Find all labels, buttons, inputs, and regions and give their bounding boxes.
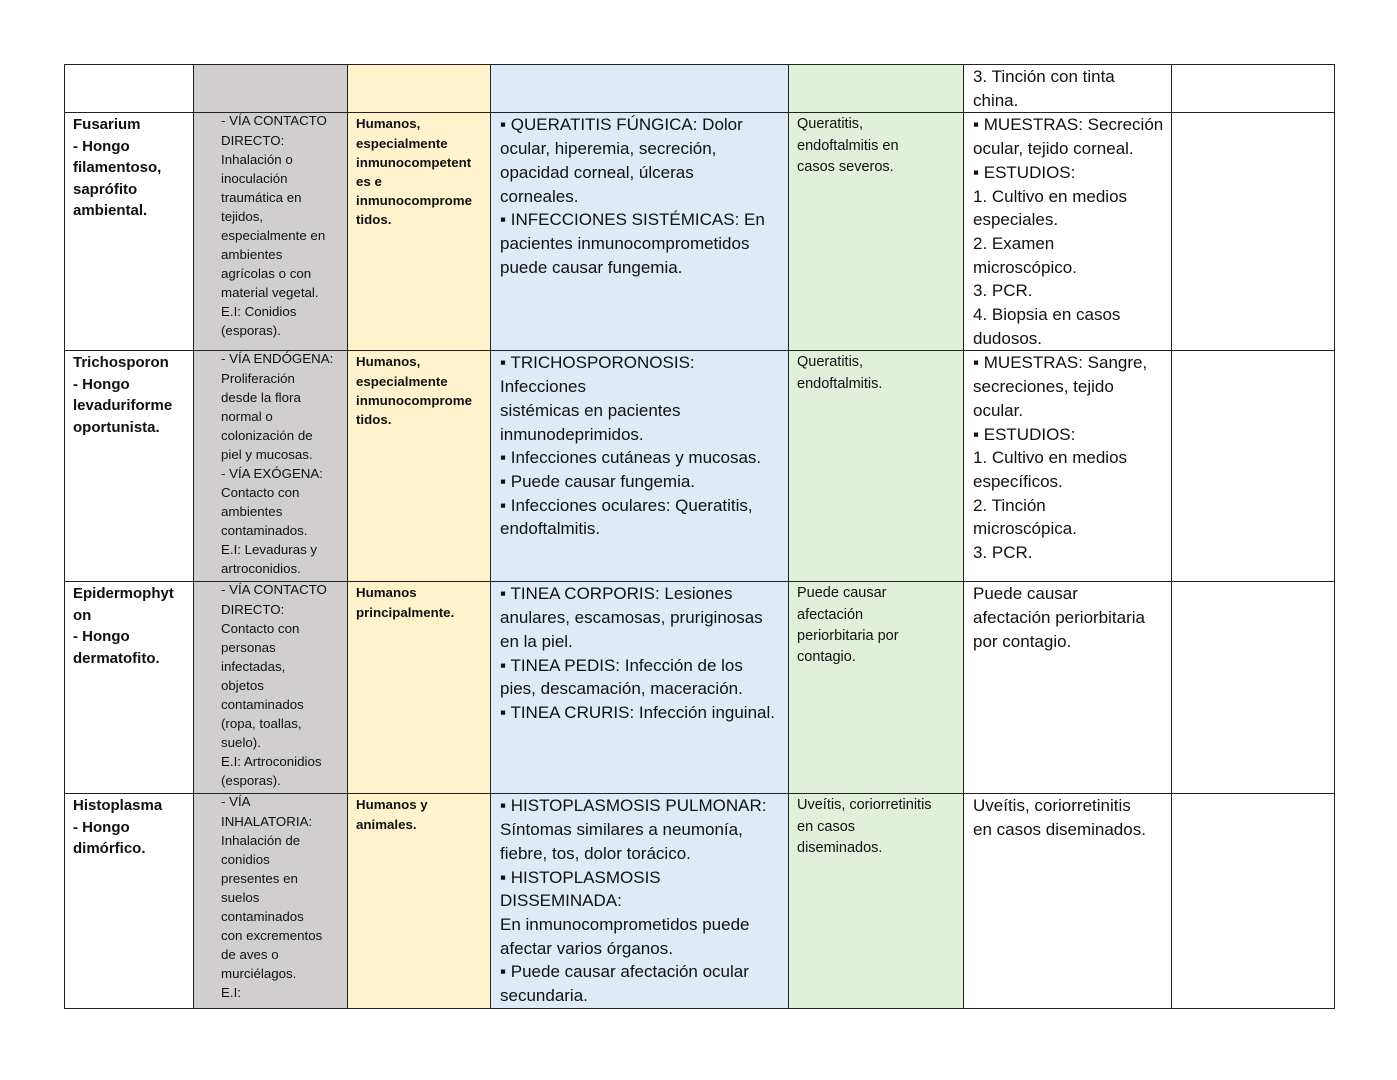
ocular-text xyxy=(789,65,963,66)
clinical-cell xyxy=(491,65,789,113)
clinical-text: ▪ QUERATITIS FÚNGICA: Dolor ocular, hiperemia, secreción, opacidad corneal, úlceras corneales. ▪ INFECCIONES SISTÉMICAS: En pacientes inmunocomprometidos puede causar fungemia. xyxy=(500,115,765,277)
organism-cell xyxy=(65,794,194,1008)
diagnosis-cell xyxy=(964,65,1172,113)
diagnosis-text: ▪ MUESTRAS: Sangre, secreciones, tejido ocular. ▪ ESTUDIOS: 1. Cultivo en medios específicos. 2. Tinción microscópica. 3. PCR. xyxy=(973,353,1148,563)
ocular-text: Uveítis, coriorretinitis en casos diseminados. xyxy=(797,797,932,857)
extra-cell xyxy=(1172,65,1335,113)
host-text: Humanos, especialmente inmunocompetent es e inmunocomprome tidos. xyxy=(356,116,472,228)
transmission-cell xyxy=(194,794,348,1008)
diagnosis-text: ▪ MUESTRAS: Secreción ocular, tejido corneal. ▪ ESTUDIOS: 1. Cultivo en medios especiales. 2. Examen microscópico. 3. PCR. 4. Biopsia en casos dudosos. xyxy=(973,115,1164,348)
clinical-text: ▪ TINEA CORPORIS: Lesiones anulares, escamosas, pruriginosas en la piel. ▪ TINEA PEDIS: Infección de los pies, descamación, maceración. ▪ TINEA CRURIS: Infección inguinal. xyxy=(500,584,775,722)
diagnosis-cell xyxy=(964,351,1172,582)
extra-cell xyxy=(1172,794,1335,1008)
ocular-cell xyxy=(789,794,964,1008)
host-cell xyxy=(348,582,491,794)
ocular-cell xyxy=(789,113,964,351)
ocular-text: Puede causar afectación periorbitaria por contagio. xyxy=(797,585,899,666)
organism-cell xyxy=(65,65,194,113)
table-row xyxy=(65,113,1335,351)
clinical-text: ▪ TRICHOSPORONOSIS: Infecciones sistémicas en pacientes inmunodeprimidos. ▪ Infecciones cutáneas y mucosas. ▪ Puede causar fungemia. ▪ Infecciones oculares: Queratitis, endoftalmitis. xyxy=(500,353,762,539)
organism-cell xyxy=(65,351,194,582)
organism-text: Epidermophyt on - Hongo dermatofito. xyxy=(73,585,174,667)
fungi-table xyxy=(64,64,1335,1009)
organism-text: Trichosporon - Hongo levaduriforme oportunista. xyxy=(73,354,173,436)
transmission-text: - VÍA CONTACTO DIRECTO: Inhalación o inoculación traumática en tejidos, especialmente en ambientes agrícolas o con material vegetal. E.I: Conidios (esporas). xyxy=(221,113,327,339)
diagnosis-cell xyxy=(964,113,1172,351)
extra-cell xyxy=(1172,113,1335,351)
organism-cell xyxy=(65,113,194,351)
table-row xyxy=(65,794,1335,1008)
table-row xyxy=(65,65,1335,113)
diagnosis-text: Puede causar afectación periorbitaria por contagio. xyxy=(973,584,1145,651)
extra-cell xyxy=(1172,351,1335,582)
host-cell xyxy=(348,113,491,351)
host-text: Humanos principalmente. xyxy=(356,585,455,620)
host-cell xyxy=(348,65,491,113)
diagnosis-cell xyxy=(964,582,1172,794)
transmission-text: - VÍA INHALATORIA: Inhalación de conidios presentes en suelos contaminados con excrementos de aves o murciélagos. E.I: xyxy=(221,794,323,1001)
host-cell xyxy=(348,794,491,1008)
host-cell xyxy=(348,351,491,582)
organism-cell xyxy=(65,582,194,794)
diagnosis-cell xyxy=(964,794,1172,1008)
ocular-cell xyxy=(789,351,964,582)
transmission-text: - VÍA CONTACTO DIRECTO: Contacto con personas infectadas, objetos contaminados (ropa, toallas, suelo). E.I: Artroconidios (esporas). xyxy=(221,582,327,789)
transmission-cell xyxy=(194,113,348,351)
ocular-cell xyxy=(789,582,964,794)
host-text: Humanos y animales. xyxy=(356,797,428,832)
host-text: Humanos, especialmente inmunocomprome tidos. xyxy=(356,354,472,428)
organism-text: Fusarium - Hongo filamentoso, saprófito ambiental. xyxy=(73,116,162,220)
ocular-cell xyxy=(789,65,964,113)
clinical-cell xyxy=(491,113,789,351)
clinical-cell xyxy=(491,582,789,794)
host-text xyxy=(348,65,490,66)
transmission-cell xyxy=(194,351,348,582)
table-row xyxy=(65,582,1335,794)
clinical-text: ▪ HISTOPLASMOSIS PULMONAR: Síntomas similares a neumonía, fiebre, tos, dolor torácico. ▪ HISTOPLASMOSIS DISSEMINADA: En inmunocomprometidos puede afectar varios órganos. ▪ Puede causar afectación ocular secundaria. xyxy=(500,796,767,1006)
extra-cell xyxy=(1172,582,1335,794)
clinical-cell xyxy=(491,794,789,1008)
organism-text: Histoplasma - Hongo dimórfico. xyxy=(73,797,163,858)
organism-text xyxy=(65,65,193,66)
diagnosis-text: 3. Tinción con tinta china. xyxy=(973,67,1115,110)
table-row xyxy=(65,351,1335,582)
transmission-cell xyxy=(194,65,348,113)
ocular-text: Queratitis, endoftalmitis. xyxy=(797,354,883,392)
transmission-cell xyxy=(194,582,348,794)
ocular-text: Queratitis, endoftalmitis en casos severos. xyxy=(797,116,899,175)
clinical-cell xyxy=(491,351,789,582)
diagnosis-text: Uveítis, coriorretinitis en casos diseminados. xyxy=(973,796,1146,840)
transmission-text: - VÍA ENDÓGENA: Proliferación desde la flora normal o colonización de piel y mucosas. - VÍA EXÓGENA: Contacto con ambientes contaminados. E.I: Levaduras y artroconidios. xyxy=(221,351,334,577)
